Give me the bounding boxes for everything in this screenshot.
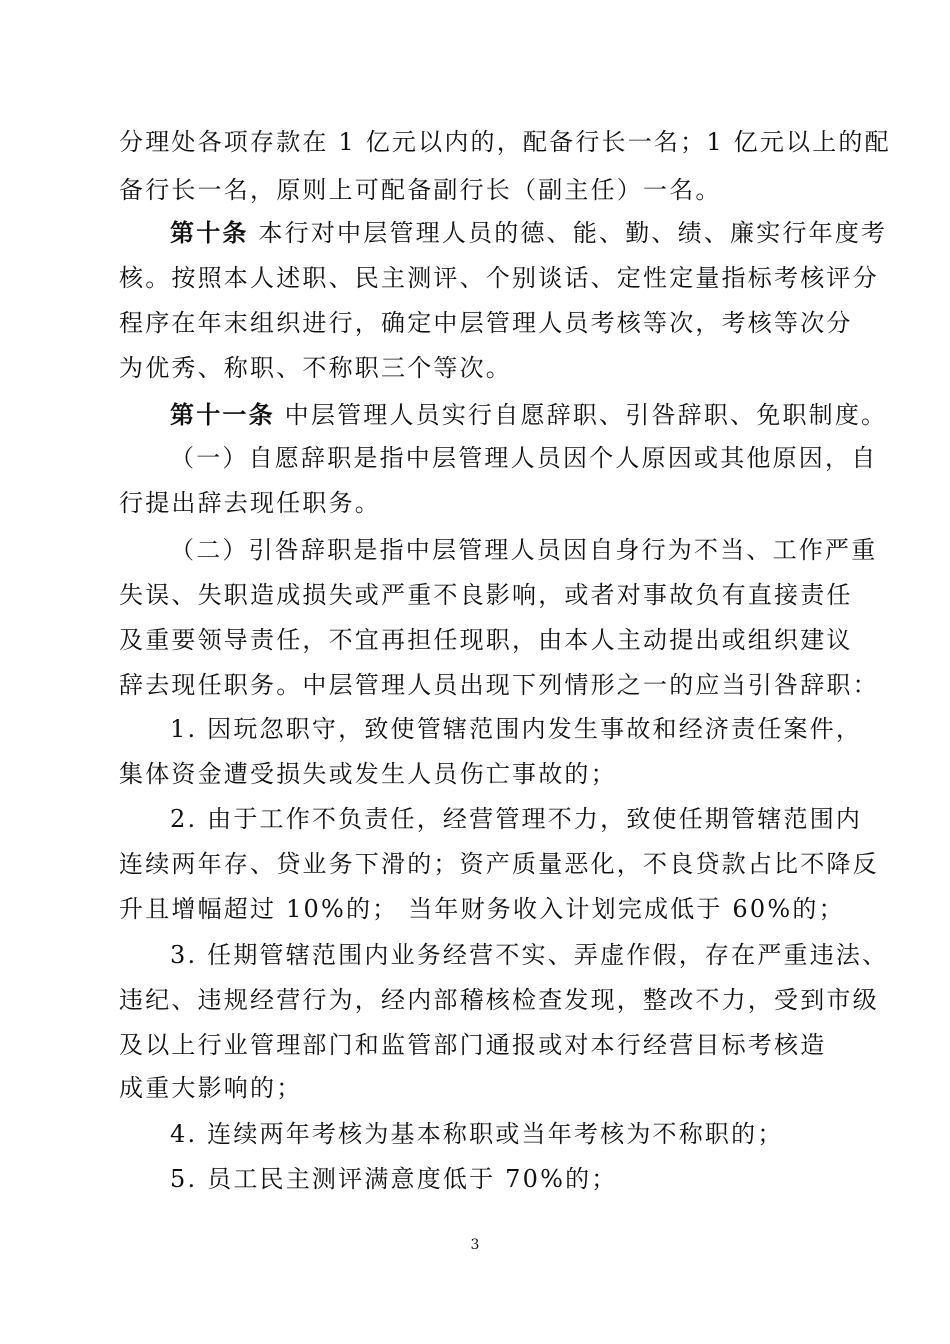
article-11-paragraph: [170, 400, 887, 430]
text-line: 行提出辞去现任职务。: [119, 489, 381, 517]
article-text: 中层管理人员实行自愿辞职、引咎辞职、免职制度。: [274, 401, 888, 429]
text-line: 失误、失职造成损失或严重不良影响，或者对事故负有直接责任: [119, 581, 853, 609]
text-line: 1. 因玩忽职守，致使管辖范围内发生事故和经济责任案件，: [170, 715, 863, 743]
text-line: 升且增幅超过 10%的； 当年财务收入计划完成低于 60%的；: [119, 895, 845, 923]
article-heading: 第十一条: [170, 400, 275, 429]
text-line: 辞去现任职务。中层管理人员出现下列情形之一的应当引咎辞职：: [119, 671, 879, 699]
text-line: 及重要领导责任，不宜再担任现职，由本人主动提出或组织建议: [119, 626, 853, 654]
article-10-paragraph: [170, 218, 887, 248]
text-line: 备行长一名，原则上可配备副行长（副主任）一名。: [119, 176, 722, 204]
page-number: 3: [470, 1237, 480, 1253]
text-line: 成重大影响的；: [119, 1074, 303, 1102]
text-line: 核。按照本人述职、民主测评、个别谈话、定性定量指标考核评分: [119, 264, 879, 292]
text-line: 分理处各项存款在 1 亿元以内的，配备行长一名；1 亿元以上的配: [119, 128, 891, 156]
text-line: （一）自愿辞职是指中层管理人员因个人原因或其他原因，自: [170, 444, 878, 472]
article-heading: 第十条: [170, 218, 249, 247]
text-line: 连续两年存、贷业务下滑的；资产质量恶化，不良贷款占比不降反: [119, 850, 879, 878]
text-line: 及以上行业管理部门和监管部门通报或对本行经营目标考核造: [119, 1031, 827, 1059]
article-text: 本行对中层管理人员的德、能、勤、绩、廉实行年度考: [248, 219, 888, 247]
text-line: 3. 任期管辖范围内业务经营不实、弄虚作假，存在严重违法、: [170, 941, 889, 969]
text-line: （二）引咎辞职是指中层管理人员因自身行为不当、工作严重: [170, 536, 878, 564]
text-line: 2. 由于工作不负责任，经营管理不力，致使任期管辖范围内: [170, 805, 863, 833]
text-line: 违纪、违规经营行为，经内部稽核检查发现，整改不力，受到市级: [119, 986, 879, 1014]
text-line: 4. 连续两年考核为基本称职或当年考核为不称职的；: [170, 1120, 784, 1148]
text-line: 5. 员工民主测评满意度低于 70%的；: [170, 1165, 618, 1193]
text-line: 程序在年末组织进行，确定中层管理人员考核等次，考核等次分: [119, 309, 853, 337]
text-line: 集体资金遭受损失或发生人员伤亡事故的；: [119, 760, 617, 788]
text-line: 为优秀、称职、不称职三个等次。: [119, 354, 512, 382]
